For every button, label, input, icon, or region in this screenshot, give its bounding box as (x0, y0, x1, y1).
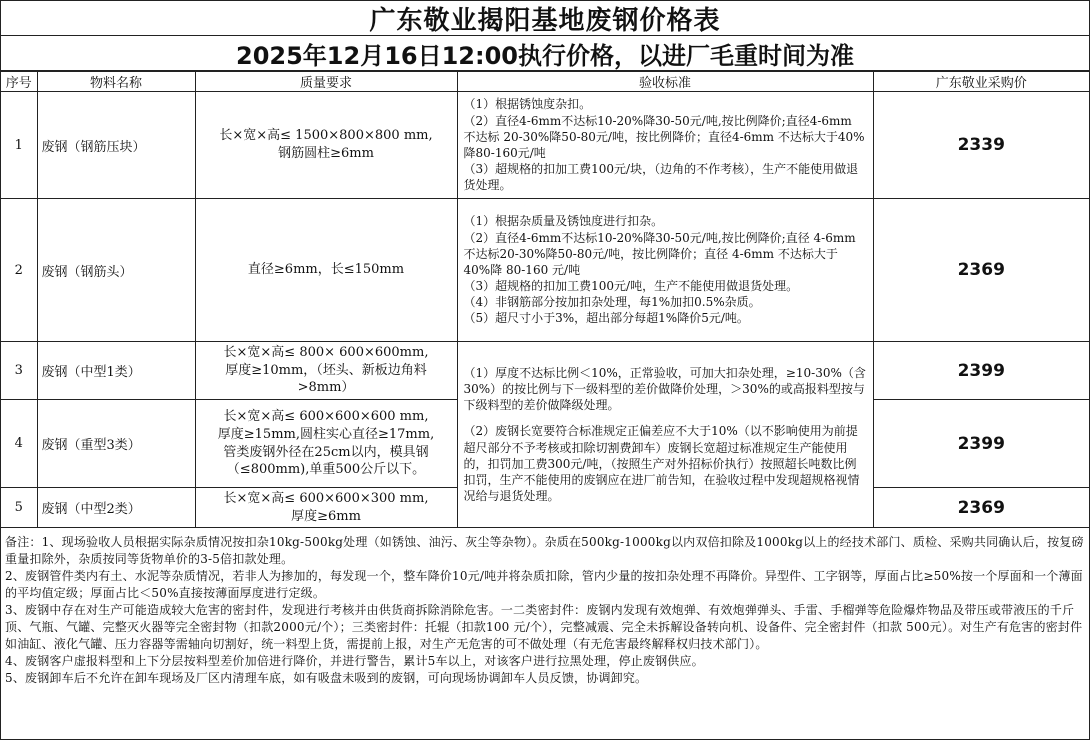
quality-line: 厚度≥15mm,圆柱实心直径≥17mm, (217, 426, 435, 442)
acceptance-standard (457, 199, 873, 342)
sheet-subtitle: 2025年12月16日12:00执行价格，以进厂毛重时间为准 (1, 36, 1089, 71)
header-no: 序号 (1, 72, 37, 92)
acceptance-standard (457, 92, 873, 199)
purchase-price: 2339 (873, 92, 1089, 199)
note-item: 2、废钢管件类内有土、水泥等杂质情况，若非人为掺加的，每发现一个，整车降价10元/吨并将杂质扣除，管内少量的按扣杂处理不再降价。异型件、工字钢等，厚面占比≥50%按一个厚面和一个薄面的平均值定级；厚面占比＜50%直接按薄面厚度进行定级。 (5, 569, 1083, 600)
standard-item: （2）直径4-6mm不达标10-20%降30-50元/吨,按比例降价;直径4-6mm 不达标 20-30%降50-80元/吨，按比例降价；直径4-6mm 不达标大于40%降80-160元/吨 (463, 113, 865, 160)
sheet-title: 广东敬业揭阳基地废钢价格表 (1, 1, 1089, 36)
purchase-price: 2399 (873, 342, 1089, 400)
note-item: 4、废钢客户虚报料型和上下分层按料型差价加倍进行降价，并进行警告，累计5车以上，对该客户进行拉黑处理，停止废钢供应。 (5, 654, 704, 668)
header-quality: 质量要求 (195, 72, 457, 92)
quality-requirement (195, 488, 457, 528)
quality-line: （≤800mm),单重500公斤以下。 (226, 462, 426, 478)
header-name: 物料名称 (37, 72, 195, 92)
material-name: 废钢（钢筋头） (37, 199, 195, 342)
standard-item: （5）超尺寸小于3%，超出部分每超1%降价5元/吨。 (463, 311, 749, 326)
standard-item: （3）超规格的扣加工费100元/块，（边角的不作考核），生产不能使用做退货处理。 (463, 162, 859, 193)
acceptance-standard-merged (457, 342, 873, 528)
purchase-price: 2369 (873, 488, 1089, 528)
header-standard: 验收标准 (457, 72, 873, 92)
quality-requirement (195, 342, 457, 400)
quality-requirement (195, 199, 457, 342)
quality-line: 长×宽×高≤ 600×600×300 mm, (223, 490, 429, 506)
standard-item: （3）超规格的扣加工费100元/吨，生产不能使用做退货处理。 (463, 279, 799, 294)
standard-item: （1）厚度不达标比例＜10%，正常验收，可加大扣杂处理，≥10-30%（含 30%）的按比例与下一级料型的差价做降价处理，＞30%的或高报料型按与下级料型的差价做降级处理。 (463, 365, 866, 413)
standard-item: （1）根据杂质量及锈蚀度进行扣杂。 (463, 214, 664, 229)
quality-line: 长×宽×高≤ 600×600×600 mm, (223, 409, 429, 425)
purchase-price: 2369 (873, 199, 1089, 342)
material-name: 废钢（重型3类） (37, 400, 195, 488)
table-row (1, 342, 1089, 400)
material-name: 废钢（中型2类） (37, 488, 195, 528)
note-item: 5、废钢卸车后不允许在卸车现场及厂区内清理车底，如有吸盘未吸到的废钢，可向现场协调卸车人员反馈，协调卸究。 (5, 671, 648, 685)
table-row (1, 92, 1089, 199)
standard-item: （4）非钢筋部分按加扣杂处理，每1%加扣0.5%杂质。 (463, 295, 761, 310)
quality-requirement (195, 400, 457, 488)
quality-line: 管类废钢外径在25cm以内，模具钢 (223, 444, 429, 460)
row-no: 1 (1, 92, 37, 199)
material-name: 废钢（钢筋压块） (37, 92, 195, 199)
quality-line: >8mm） (297, 380, 355, 396)
row-no: 2 (1, 199, 37, 342)
table-header-row (1, 72, 1089, 92)
note-item: 备注：1、现场验收人员根据实际杂质情况按扣杂10kg-500kg处理（如锈蚀、油污、灰尘等杂物）。杂质在500kg-1000kg以内双倍扣除及1000kg以上的经技术部门、质检、采购共同确认后，按复磅重量扣除外，杂质按同等货物单价的3-5倍扣款处理。 (5, 535, 1084, 566)
quality-line: 厚度≥6mm (291, 508, 361, 524)
quality-line: 长×宽×高≤ 800× 600×600mm, (223, 345, 429, 361)
row-no: 4 (1, 400, 37, 488)
quality-requirement (195, 92, 457, 199)
quality-line: 直径≥6mm，长≤150mm (247, 262, 405, 278)
purchase-price: 2399 (873, 400, 1089, 488)
standard-item: （2）直径4-6mm不达标10-20%降30-50元/吨,按比例降价;直径 4-6mm 不达标20-30%降50-80元/吨，按比例降价；直径 4-6mm 不达标大于 40%降 80-160 元/吨 (463, 230, 856, 277)
note-item: 3、废钢中存在对生产可能造成较大危害的密封件，发现进行考核并由供货商拆除消除危害。一二类密封件：废钢内发现有效炮弹、有效炮弹弹头、手雷、手榴弹等危险爆炸物品及带压或带液压的千斤顶、气瓶、气罐、完整灭火器等完全密封物（扣款2000元/个）；三类密封件：托辊（扣款100 元/个），完整减震、完全未拆解设备转向机、设备件、完全密封件（扣款 500元）。对生产有危害的密封件如油缸、液化气罐、压力容器等需轴向切割好，统一料型上货，需提前上报，对生产无危害的可不做处理（有无危害最终解释权归技术部门）。 (5, 603, 1083, 651)
quality-line: 钢筋圆柱≥6mm (278, 146, 374, 161)
header-price: 广东敬业采购价 (873, 72, 1089, 92)
row-no: 3 (1, 342, 37, 400)
standard-item: （2）废钢长宽要符合标准规定正偏差应不大于10%（以不影响使用为前提超尺部分不予考核或扣除切割费卸车）废钢长宽超过标准规定生产能使用的，扣罚加工费300元/吨，（按照生产对外招标价执行）按照超长吨数比例扣罚，生产不能使用的废钢应在进厂前告知，在验收过程中发现超规格视情况给与退货处理。 (463, 424, 860, 504)
notes-section (1, 528, 1089, 687)
table-row (1, 199, 1089, 342)
quality-line: 厚度≥10mm，（坯头、新板边角料 (225, 362, 427, 378)
material-name: 废钢（中型1类） (37, 342, 195, 400)
price-table (1, 71, 1089, 528)
row-no: 5 (1, 488, 37, 528)
standard-item: （1）根据锈蚀度杂扣。 (463, 97, 592, 112)
quality-line: 长×宽×高≤ 1500×800×800 mm, (219, 128, 433, 144)
